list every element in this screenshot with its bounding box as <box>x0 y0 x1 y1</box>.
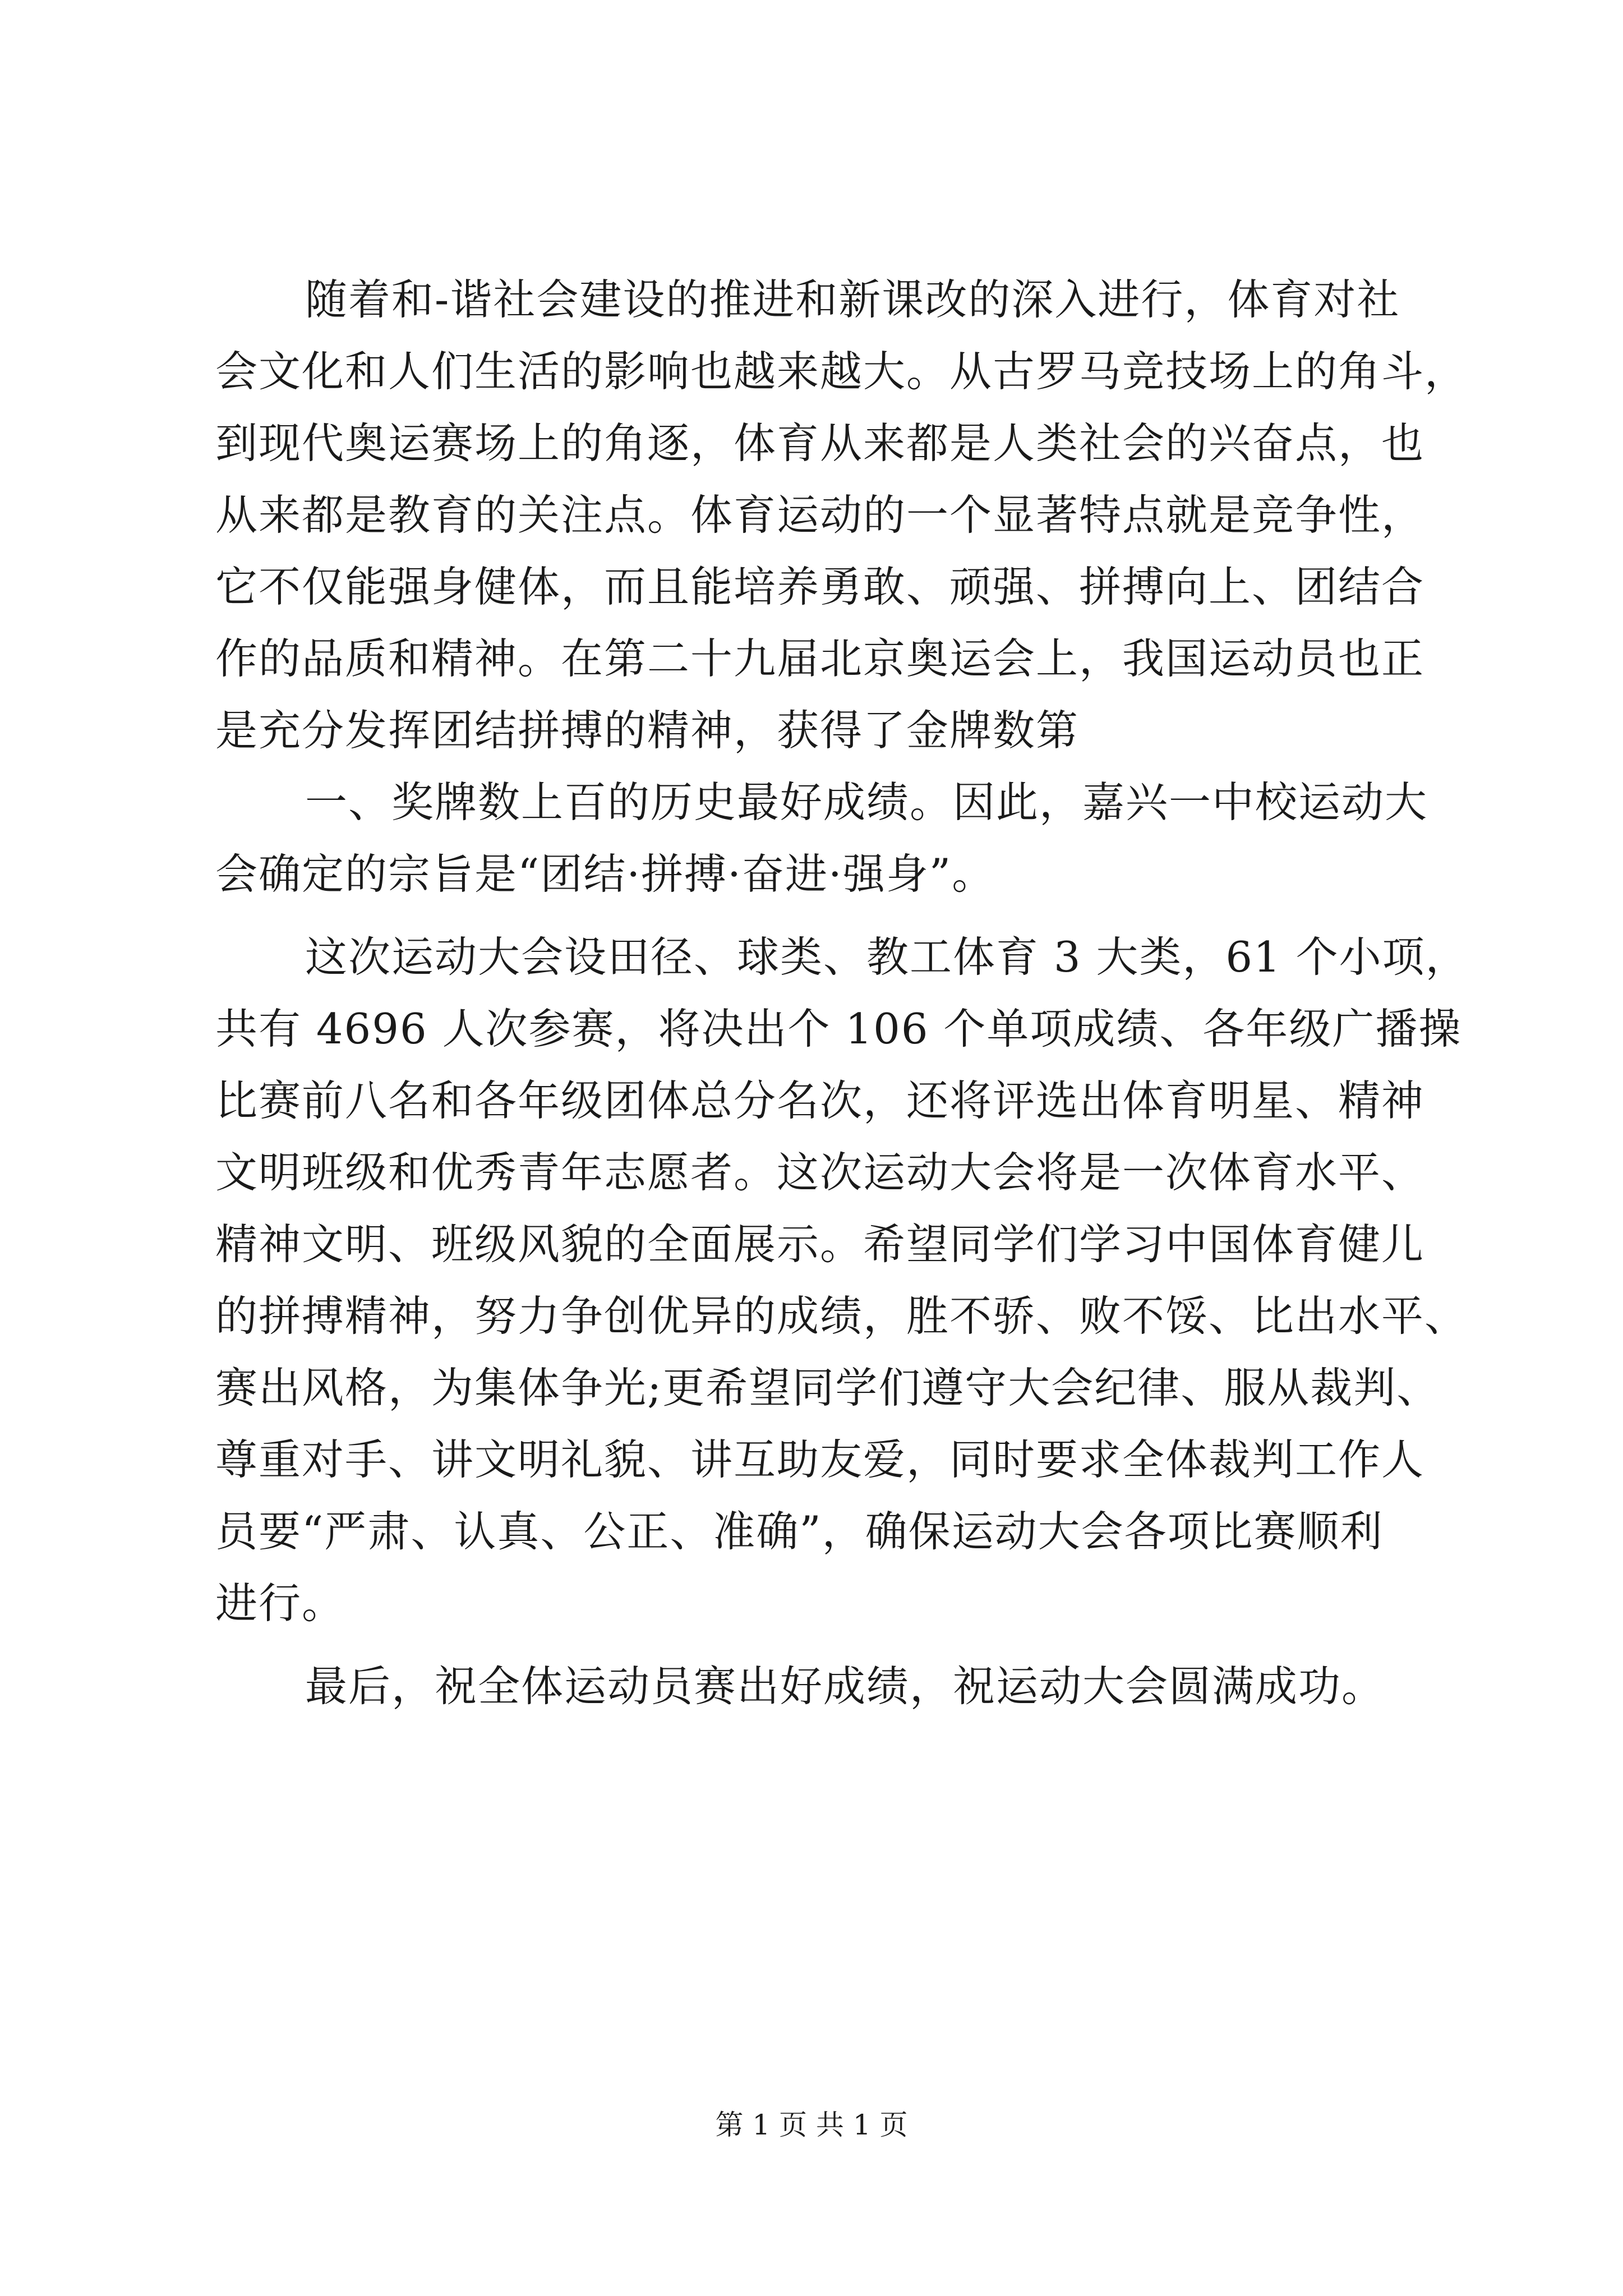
paragraph-line: 尊重对手、讲文明礼貌、讲互助友爱，同时要求全体裁判工作人 <box>215 1435 1425 1484</box>
paragraph-line: 到现代奥运赛场上的角逐，体育从来都是人类社会的兴奋点，也 <box>215 418 1425 468</box>
paragraph-line: 进行。 <box>215 1579 345 1628</box>
page-number-footer: 第 1 页 共 1 页 <box>715 2109 908 2141</box>
paragraph-line: 是充分发挥团结拼搏的精神，获得了金牌数第 <box>215 706 1080 755</box>
paragraph-closing <box>215 1650 1472 1722</box>
paragraph-purpose <box>215 766 1472 910</box>
paragraph-line: 共有 4696 人次参赛，将决出个 106 个单项成绩、各年级广播操 <box>215 1004 1462 1053</box>
paragraph-line: 作的品质和精神。在第二十九届北京奥运会上，我国运动员也正 <box>215 634 1425 683</box>
paragraph-line: 最后，祝全体运动员赛出好成绩，祝运动大会圆满成功。 <box>305 1662 1385 1711</box>
paragraph-spacer <box>215 910 1472 921</box>
paragraph-line: 文明班级和优秀青年志愿者。这次运动大会将是一次体育水平、 <box>215 1148 1425 1197</box>
paragraph-line: 随着和-谐社会建设的推进和新课改的深入进行，体育对社 <box>305 275 1400 324</box>
paragraph-line: 它不仅能强身健体，而且能培养勇敢、顽强、拼搏向上、团结合 <box>215 562 1425 611</box>
paragraph-line: 精神文明、班级风貌的全面展示。希望同学们学习中国体育健儿 <box>215 1220 1425 1269</box>
paragraph-line: 会文化和人们生活的影响也越来越大。从古罗马竞技场上的角斗， <box>215 347 1468 396</box>
paragraph-line: 会确定的宗旨是“团结·拼搏·奋进·强身”。 <box>215 849 995 899</box>
paragraph-line: 的拼搏精神，努力争创优异的成绩，胜不骄、败不馁、比出水平、 <box>215 1291 1468 1341</box>
paragraph-line: 从来都是教育的关注点。体育运动的一个显著特点就是竞争性， <box>215 490 1425 540</box>
paragraph-line: 比赛前八名和各年级团体总分名次，还将评选出体育明星、精神 <box>215 1076 1425 1125</box>
paragraph-spacer <box>215 1639 1472 1650</box>
paragraph-intro <box>215 264 1472 766</box>
paragraph-line: 赛出风格，为集体争光;更希望同学们遵守大会纪律、服从裁判、 <box>215 1363 1440 1412</box>
paragraph-line: 这次运动大会设田径、球类、教工体育 3 大类，61 个小项， <box>305 932 1469 982</box>
paragraph-line: 员要“严肃、认真、公正、准确”，确保运动大会各项比赛顺利 <box>215 1507 1384 1556</box>
document-body <box>215 264 1472 1722</box>
paragraph-events <box>215 921 1472 1639</box>
paragraph-line: 一、奖牌数上百的历史最好成绩。因此，嘉兴一中校运动大 <box>305 777 1428 827</box>
